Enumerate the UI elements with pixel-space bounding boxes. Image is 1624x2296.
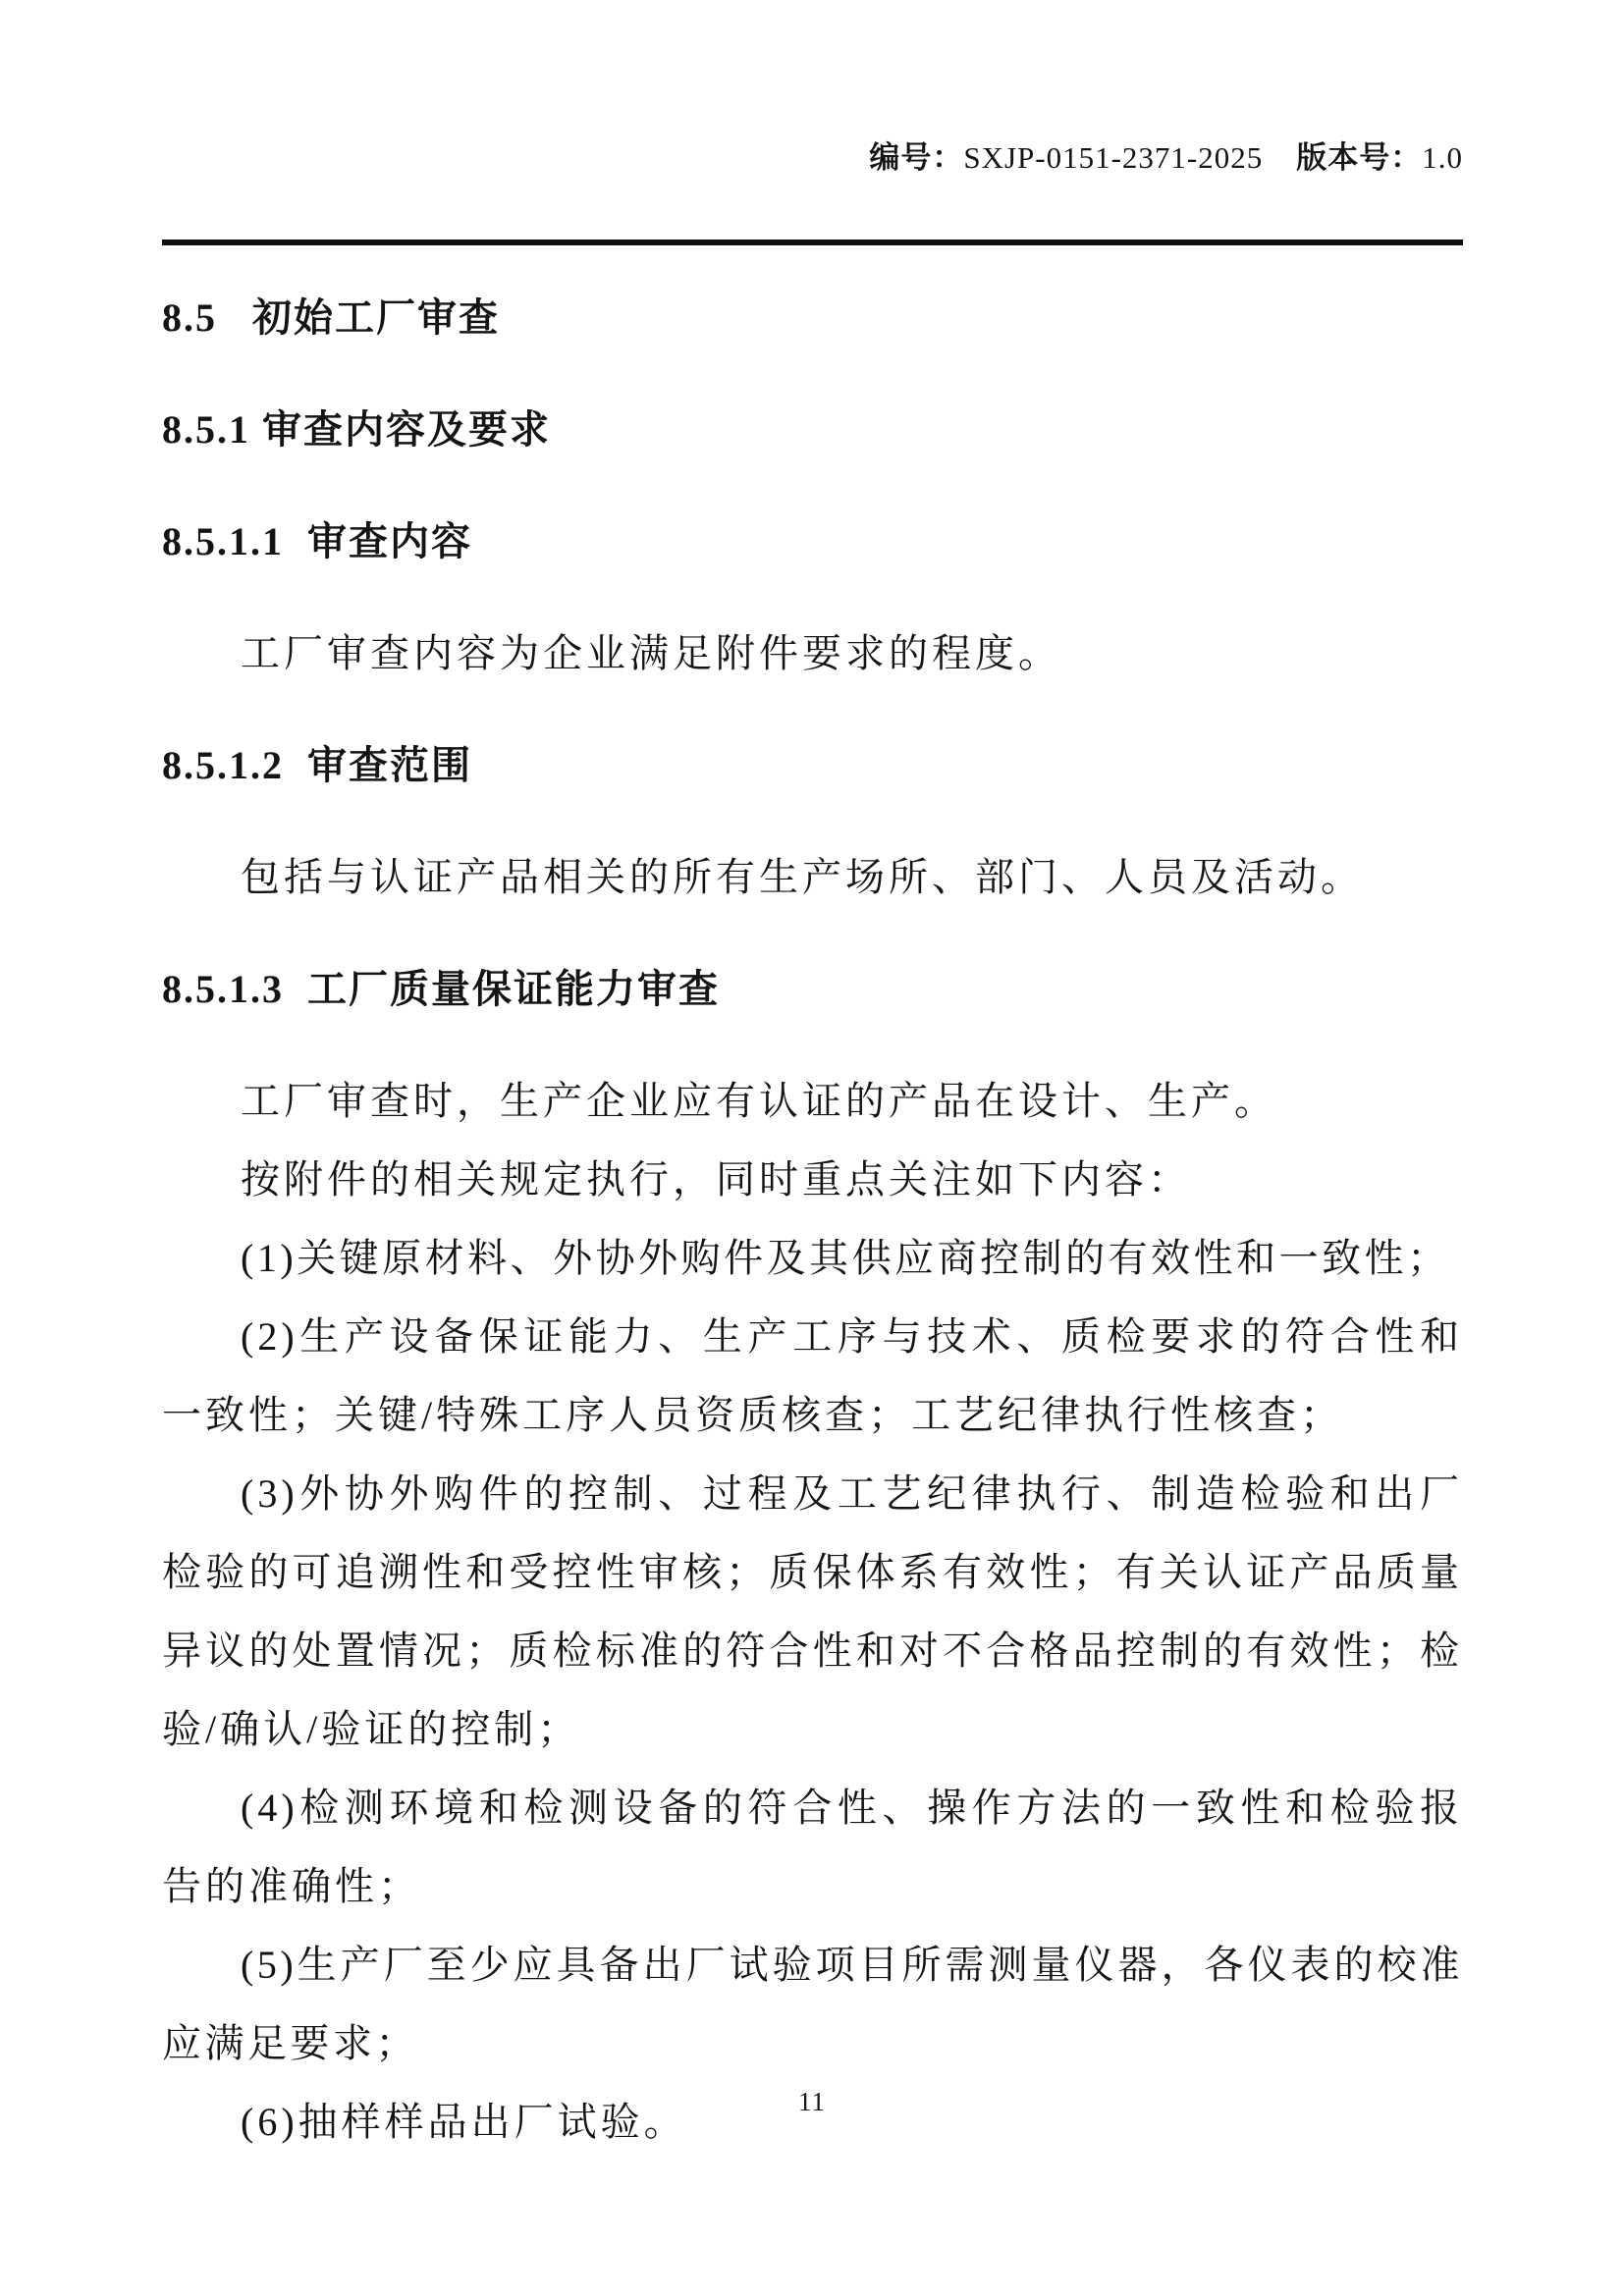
list-item-3: (3)外协外购件的控制、过程及工艺纪律执行、制造检验和出厂检验的可追溯性和受控性审核；质保体系有效性；有关认证产品质量异议的处置情况；质检标准的符合性和对不合格品控制的有效性；检验/确认/验证的控制； bbox=[162, 1471, 1463, 1751]
version-value: 1.0 bbox=[1422, 140, 1463, 175]
doc-number-value: SXJP-0151-2371-2025 bbox=[963, 140, 1264, 175]
section-heading-8-5-1: 8.5.1 审查内容及要求 bbox=[162, 407, 551, 452]
list-item-5: (5)生产厂至少应具备出厂试验项目所需测量仪器，各仪表的校准应满足要求； bbox=[162, 1943, 1463, 2065]
paragraph-review-scope: 包括与认证产品相关的所有生产场所、部门、人员及活动。 bbox=[241, 855, 1364, 899]
doc-number-label: 编号： bbox=[869, 140, 964, 175]
section-heading-8-5: 8.5 初始工厂审查 bbox=[162, 295, 500, 340]
section-heading-8-5-1-2: 8.5.1.2 审查范围 bbox=[162, 743, 472, 787]
paragraph-intro-1: 工厂审查时，生产企业应有认证的产品在设计、生产。 bbox=[241, 1079, 1277, 1123]
document-header bbox=[162, 90, 1463, 245]
list-item-2: (2)生产设备保证能力、生产工序与技术、质检要求的符合性和一致性；关键/特殊工序人员资质核查；工艺纪律执行性核查； bbox=[162, 1314, 1463, 1437]
list-item-4: (4)检测环境和检测设备的符合性、操作方法的一致性和检验报告的准确性； bbox=[162, 1786, 1463, 1908]
version-label: 版本号： bbox=[1296, 140, 1423, 175]
list-item-1: (1)关键原材料、外协外购件及其供应商控制的有效性和一致性； bbox=[241, 1236, 1450, 1280]
paragraph-review-content: 工厂审查内容为企业满足附件要求的程度。 bbox=[241, 631, 1061, 675]
paragraph-intro-2: 按附件的相关规定执行，同时重点关注如下内容： bbox=[241, 1157, 1191, 1201]
page-number: 11 bbox=[798, 2087, 826, 2116]
list-item-6: (6)抽样样品出厂试验。 bbox=[241, 2100, 687, 2144]
section-heading-8-5-1-3: 8.5.1.3 工厂质量保证能力审查 bbox=[162, 967, 720, 1011]
section-heading-8-5-1-1: 8.5.1.1 审查内容 bbox=[162, 519, 472, 563]
